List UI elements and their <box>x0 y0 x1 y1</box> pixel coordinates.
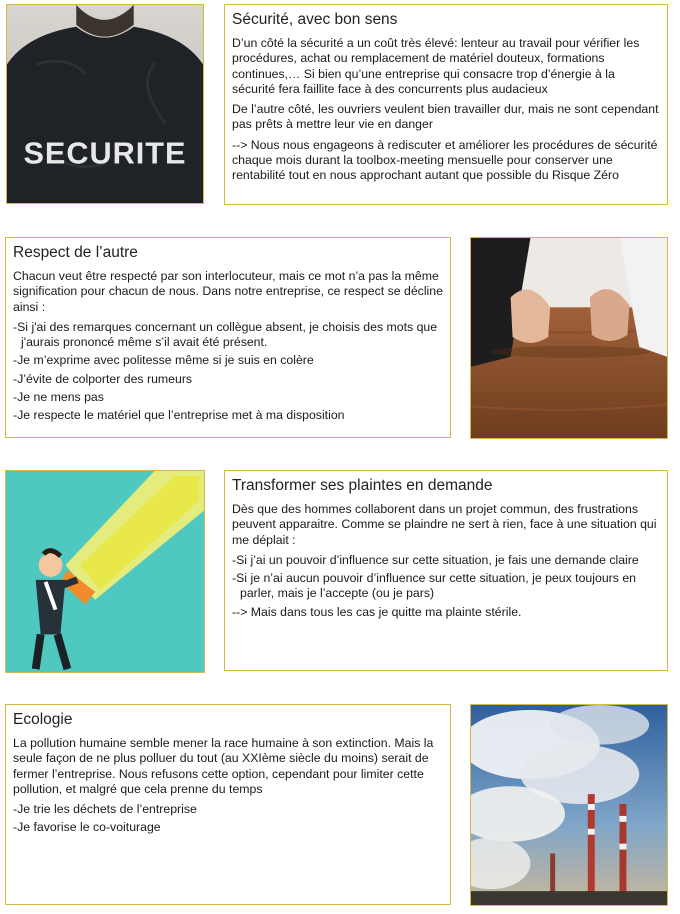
section-plaintes-list <box>232 553 660 602</box>
section-securite-paragraph-1: D’un côté la sécurité a un coût très élevé: lenteur au travail pour vérifier les procédures, achat ou remplacement de matériel douteux, formations continues,… Si bien qu’une entreprise qui consacre trop d’énergie à la sécurité fera faillite face à des concurrents plus audacieux <box>232 36 640 96</box>
section-plaintes-conclusion: --> Mais dans tous les cas je quitte ma plainte stérile. <box>232 604 522 619</box>
list-item: - J’évite de colporter des rumeurs <box>13 372 443 387</box>
list-item: - Si j’ai un pouvoir d’influence sur cette situation, je fais une demande claire <box>232 553 660 568</box>
section-respect <box>5 237 451 438</box>
list-item: - Si j'ai des remarques concernant un collègue absent, je choisis des mots que j'aurais prononcé même s’il avait été présent. <box>13 320 443 351</box>
list-item: - Si je n’ai aucun pouvoir d’influence sur cette situation, je peux toujours en parler, mais je l’accepte (ou je pars) <box>232 571 660 602</box>
list-item: - Je favorise le co-voiturage <box>13 820 443 835</box>
section-respect-list <box>13 320 443 424</box>
list-item: - Je ne mens pas <box>13 390 443 405</box>
section-plaintes-paragraph: Dès que des hommes collaborent dans un projet commun, des frustrations peuvent apparaitre. Comme se plaindre ne sert à rien, face à une situation qui me déplait : <box>232 502 657 547</box>
section-plaintes <box>224 470 668 671</box>
handshake-table-image <box>470 237 668 439</box>
list-item: - Je m’exprime avec politesse même si je suis en colère <box>13 353 443 368</box>
security-jacket-image <box>6 4 204 204</box>
section-securite-paragraph-3: --> Nous nous engageons à rediscuter et améliorer les procédures de sécurité chaque mois durant la toolbox-meeting mensuelle pour conserver une rentabilité tout en nous approchant autant que possible du Risque Zéro <box>232 137 658 183</box>
list-item: - Je trie les déchets de l’entreprise <box>13 802 443 817</box>
pollution-chimneys-image <box>470 704 668 906</box>
security-jacket-label: SECURITE <box>23 135 187 171</box>
section-securite-paragraph-2: De l’autre côté, les ouvriers veulent bien travailler dur, mais ne sont cependant pas prêts à mettre leur vie en danger <box>232 102 659 132</box>
megaphone-image <box>5 470 205 673</box>
section-respect-title: Respect de l’autre <box>13 244 138 261</box>
section-ecologie-list <box>13 802 443 836</box>
section-ecologie-title: Ecologie <box>13 711 73 728</box>
section-securite <box>224 4 668 205</box>
list-item: - Je respecte le matériel que l’entreprise met à ma disposition <box>13 408 443 423</box>
section-plaintes-title: Transformer ses plaintes en demande <box>232 477 493 494</box>
section-respect-paragraph: Chacun veut être respecté par son interlocuteur, mais ce mot n’a pas la même signification pour chacun de nous. Dans notre entreprise, ce respect se décline ainsi : <box>13 269 443 314</box>
section-ecologie-paragraph: La pollution humaine semble mener la race humaine à son extinction. Mais la seule façon de ne plus polluer du tout (au XXIème siècle du moins) serait de fermer l’entreprise. Nous refusons cette option, cependant pour limiter cette pollution, et malgré que cela prenne du temps <box>13 736 434 796</box>
section-securite-title: Sécurité, avec bon sens <box>232 11 398 28</box>
section-ecologie <box>5 704 451 905</box>
